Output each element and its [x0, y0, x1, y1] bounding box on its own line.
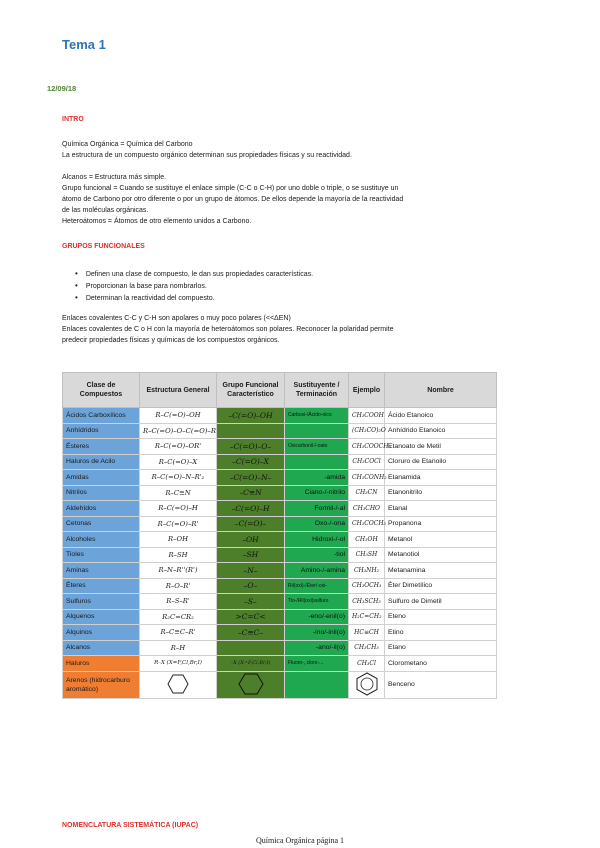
- cell-estructura: R–C(=O)–O–C(=O)–R: [140, 423, 217, 439]
- cell-grupo: [217, 640, 285, 656]
- cell-clase: Nitrilos: [63, 485, 140, 501]
- cell-sustituyente: -eno/-enil(o): [285, 609, 349, 625]
- cell-clase: Amidas: [63, 470, 140, 486]
- table-row: [63, 532, 497, 548]
- intro-line: Grupo funcional = Cuando se sustituye el enlace simple (C-C o C-H) por uno doble o triple, o se sustituye un: [62, 185, 399, 192]
- aromatic-ring-icon: [238, 672, 264, 696]
- grupos-line: predecir propiedades físicas y químicas de los compuestos orgánicos.: [62, 337, 280, 344]
- intro-line: Alcanos = Estructura más simple.: [62, 174, 167, 181]
- cell-ejemplo: CH₃OCH₃: [349, 578, 385, 594]
- cell-sustituyente: Formil-/-al: [285, 501, 349, 517]
- cell-ejemplo: CH₃COOH: [349, 408, 385, 424]
- cell-ejemplo: CH₃SCH₃: [349, 594, 385, 610]
- cell-sustituyente: Oxicarbonil-/-oato: [285, 439, 349, 455]
- column-header: Nombre: [385, 373, 497, 408]
- list-item: • Determinan la reactividad del compuesto.: [75, 292, 313, 304]
- table-row: [63, 423, 497, 439]
- grupos-heading: GRUPOS FUNCIONALES: [62, 243, 145, 250]
- cell-grupo: –C(=O)–H: [217, 501, 285, 517]
- cell-clase: Alcoholes: [63, 532, 140, 548]
- intro-heading: INTRO: [62, 116, 84, 123]
- grupos-line: Enlaces covalentes de C o H con la mayoría de heteroátomos son polares. Reconocer la polaridad permite: [62, 326, 394, 333]
- page-footer: Química Orgánica página 1: [255, 836, 345, 845]
- cell-ejemplo: (CH₃CO)₂O: [349, 423, 385, 439]
- grupos-bullet-list: [75, 268, 313, 304]
- cell-grupo: >C=C<: [217, 609, 285, 625]
- cell-ejemplo: CH₃CN: [349, 485, 385, 501]
- table-row: [63, 454, 497, 470]
- cell-estructura: R–C(=O)–OH: [140, 408, 217, 424]
- table-row: [63, 671, 497, 698]
- cell-estructura: R–H: [140, 640, 217, 656]
- cell-sustituyente: Carboxi-/Ácido-oico: [285, 408, 349, 424]
- cell-nombre: Etanal: [385, 501, 497, 517]
- cell-grupo: –X (X=F,Cl,Br,I): [217, 656, 285, 672]
- cell-clase: Tioles: [63, 547, 140, 563]
- cell-estructura: R–C(=O)–H: [140, 501, 217, 517]
- cell-ejemplo: CH₃CHO: [349, 501, 385, 517]
- benzene-icon: [355, 672, 379, 696]
- cell-nombre: Metanol: [385, 532, 497, 548]
- cell-clase: Ésteres: [63, 439, 140, 455]
- cell-nombre: Cloruro de Etanoilo: [385, 454, 497, 470]
- cell-grupo: –C(=O)–: [217, 516, 285, 532]
- cell-nombre: Etanoato de Metil: [385, 439, 497, 455]
- table-row: [63, 563, 497, 579]
- cell-sustituyente: Hidroxi-/-ol: [285, 532, 349, 548]
- table-row: [63, 501, 497, 517]
- cell-clase: Arenos (hidrocarburo aromático): [63, 671, 140, 698]
- table-row: [63, 594, 497, 610]
- cell-sustituyente: [285, 454, 349, 470]
- cell-clase: Alquinos: [63, 625, 140, 641]
- table-row: [63, 547, 497, 563]
- cell-grupo: –C(=O)–OH: [217, 408, 285, 424]
- cell-nombre: Ácido Etanoico: [385, 408, 497, 424]
- page-title: Tema 1: [62, 37, 106, 52]
- intro-line: La estructura de un compuesto orgánico determinan sus propiedades físicas y su reactividad.: [62, 152, 352, 159]
- column-header: Sustituyente / Terminación: [285, 373, 349, 408]
- cell-nombre: Etino: [385, 625, 497, 641]
- cell-nombre: Benceno: [385, 671, 497, 698]
- cell-nombre: Anhídrido Etanoico: [385, 423, 497, 439]
- cell-grupo: –C(=O)–N–: [217, 470, 285, 486]
- cell-sustituyente: -amida: [285, 470, 349, 486]
- cell-estructura: R–OH: [140, 532, 217, 548]
- cell-clase: Cetonas: [63, 516, 140, 532]
- table-row: [63, 625, 497, 641]
- list-item: • Proporcionan la base para nombrarlos.: [75, 280, 313, 292]
- cell-sustituyente: [285, 423, 349, 439]
- cell-sustituyente: Ril(oxi)-/Éter/-oxi-: [285, 578, 349, 594]
- cell-estructura: R–C(=O)–X: [140, 454, 217, 470]
- cell-estructura: R–C(=O)–R': [140, 516, 217, 532]
- intro-paragraph: [62, 139, 548, 227]
- page-date: 12/09/18: [47, 84, 77, 93]
- cell-nombre: Eteno: [385, 609, 497, 625]
- cell-grupo: –OH: [217, 532, 285, 548]
- cell-clase: Haluros: [63, 656, 140, 672]
- cell-nombre: Metanamina: [385, 563, 497, 579]
- cell-sustituyente: -tiol: [285, 547, 349, 563]
- cell-nombre: Metanotiol: [385, 547, 497, 563]
- cell-sustituyente: Tio-/Ril(oxi)sulfuro: [285, 594, 349, 610]
- table-row: [63, 408, 497, 424]
- table-row: [63, 516, 497, 532]
- cell-clase: Sulfuros: [63, 594, 140, 610]
- intro-line: [62, 161, 548, 172]
- cell-ejemplo: CH₃OH: [349, 532, 385, 548]
- functional-groups-table: [62, 372, 497, 699]
- grupos-paragraph: [62, 313, 548, 346]
- cell-clase: Haluros de Acilo: [63, 454, 140, 470]
- cell-grupo: –C(=O)–O–: [217, 439, 285, 455]
- cell-estructura: R–S–R': [140, 594, 217, 610]
- cell-grupo: [217, 423, 285, 439]
- cell-estructura: R–C(=O)–OR': [140, 439, 217, 455]
- cell-ejemplo: CH₃COOCH₃: [349, 439, 385, 455]
- cell-sustituyente: Fluoro-, cloro-...: [285, 656, 349, 672]
- cell-grupo: –C≡N: [217, 485, 285, 501]
- cell-nombre: Etanamida: [385, 470, 497, 486]
- cell-sustituyente: [285, 671, 349, 698]
- table-row: [63, 470, 497, 486]
- table-row: [63, 640, 497, 656]
- table-header-row: [63, 373, 497, 408]
- cell-clase: Anhídridos: [63, 423, 140, 439]
- cell-estructura: R–X (X=F,Cl,Br,I): [140, 656, 217, 672]
- cell-nombre: Etano: [385, 640, 497, 656]
- cell-grupo: –S–: [217, 594, 285, 610]
- cell-estructura: R–SH: [140, 547, 217, 563]
- cell-ejemplo: CH₃COCl: [349, 454, 385, 470]
- cell-estructura: [140, 671, 217, 698]
- cell-nombre: Clorometano: [385, 656, 497, 672]
- nomenclatura-heading: NOMENCLATURA SISTEMÁTICA (IUPAC): [62, 822, 199, 829]
- cell-ejemplo: CH₃Cl: [349, 656, 385, 672]
- cell-ejemplo: [349, 671, 385, 698]
- cell-ejemplo: CH₃CH₃: [349, 640, 385, 656]
- cell-ejemplo: CH₃NH₂: [349, 563, 385, 579]
- table-row: [63, 439, 497, 455]
- column-header: Clase de Compuestos: [63, 373, 140, 408]
- cell-nombre: Etanonitrilo: [385, 485, 497, 501]
- cell-grupo: –SH: [217, 547, 285, 563]
- cell-estructura: R₂C=CR₂: [140, 609, 217, 625]
- cell-grupo: –N–: [217, 563, 285, 579]
- column-header: Ejemplo: [349, 373, 385, 408]
- cell-ejemplo: CH₃CONH₂: [349, 470, 385, 486]
- cell-nombre: Éter Dimetílico: [385, 578, 497, 594]
- column-header: Grupo Funcional Característico: [217, 373, 285, 408]
- cell-estructura: R–C≡C–R': [140, 625, 217, 641]
- cell-ejemplo: HC≡CH: [349, 625, 385, 641]
- intro-line: átomo de Carbono por otro diferente o por un grupo de átomos. De ellos depende la mayoría de la reactividad: [62, 196, 404, 203]
- cell-ejemplo: CH₃SH: [349, 547, 385, 563]
- cell-estructura: R–C(=O)–N–R'₂: [140, 470, 217, 486]
- column-header: Estructura General: [140, 373, 217, 408]
- cell-ejemplo: CH₃COCH₃: [349, 516, 385, 532]
- cell-sustituyente: Ciano-/-nitrilo: [285, 485, 349, 501]
- cell-sustituyente: Oxo-/-ona: [285, 516, 349, 532]
- intro-line: Heteroátomos = Átomos de otro elemento unidos a Carbono.: [62, 218, 252, 225]
- table-row: [63, 485, 497, 501]
- cell-estructura: R–O–R': [140, 578, 217, 594]
- cell-sustituyente: -ano/-il(o): [285, 640, 349, 656]
- table-row: [63, 656, 497, 672]
- list-item: • Definen una clase de compuesto, le dan sus propiedades características.: [75, 268, 313, 280]
- intro-line: Química Orgánica = Química del Carbono: [62, 141, 193, 148]
- cell-estructura: R–N–R''(R'): [140, 563, 217, 579]
- table-row: [63, 609, 497, 625]
- cell-sustituyente: Amino-/-amina: [285, 563, 349, 579]
- cell-grupo: –O–: [217, 578, 285, 594]
- cell-nombre: Sulfuro de Dimetil: [385, 594, 497, 610]
- cell-clase: Alcanos: [63, 640, 140, 656]
- table-row: [63, 578, 497, 594]
- cell-clase: Aldehídos: [63, 501, 140, 517]
- cell-clase: Ácidos Carboxílicos: [63, 408, 140, 424]
- grupos-line: Enlaces covalentes C-C y C-H son apolares o muy poco polares (<<ΔEN): [62, 315, 291, 322]
- cell-grupo: –C(=O)–X: [217, 454, 285, 470]
- cell-estructura: R–C≡N: [140, 485, 217, 501]
- cell-clase: Aminas: [63, 563, 140, 579]
- cell-sustituyente: -ino/-inil(o): [285, 625, 349, 641]
- intro-line: de las moléculas orgánicas.: [62, 207, 149, 214]
- cell-grupo: –C≡C–: [217, 625, 285, 641]
- cell-nombre: Propanona: [385, 516, 497, 532]
- cell-clase: Alquenos: [63, 609, 140, 625]
- cell-clase: Éteres: [63, 578, 140, 594]
- cell-ejemplo: H₂C=CH₂: [349, 609, 385, 625]
- hexagon-icon: [167, 674, 189, 694]
- cell-grupo: [217, 671, 285, 698]
